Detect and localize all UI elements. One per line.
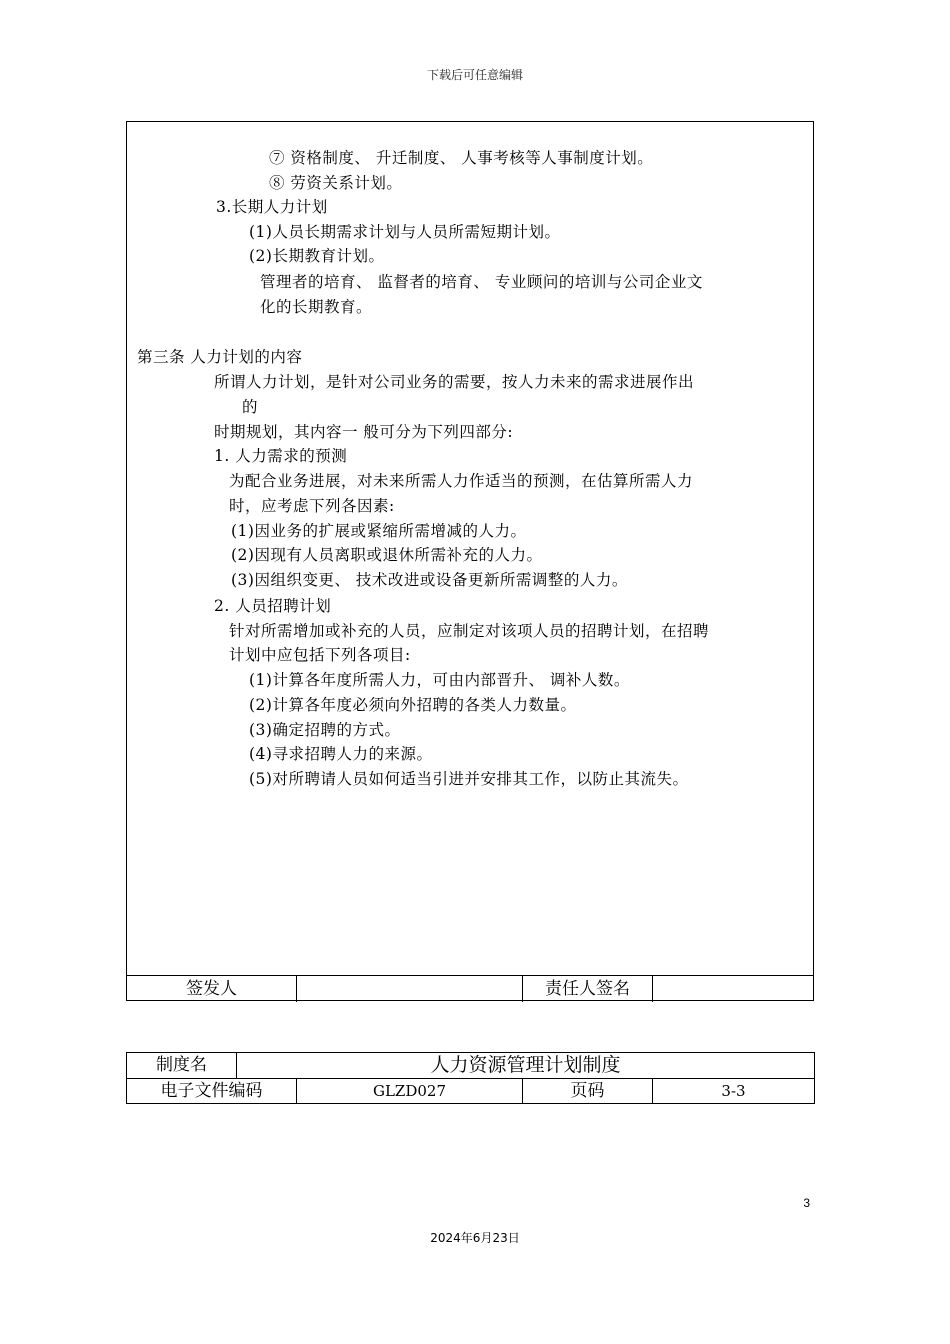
document-info-table [126,1052,815,1104]
body-line: ⑧ 劳资关系计划。 [269,174,403,192]
info-row-code [127,1078,814,1104]
body-line: (4)寻求招聘人力的来源。 [249,745,433,763]
body-line: (2)长期教育计划。 [249,247,385,265]
body-line: 的 [242,398,259,416]
body-line: 2. 人员招聘计划 [214,597,332,615]
body-line: (5)对所聘请人员如何适当引进并安排其工作，以防止其流失。 [249,770,689,788]
body-line: (3)确定招聘的方式。 [249,721,401,739]
issuer-label: 签发人 [186,979,237,999]
body-line: 3.长期人力计划 [216,198,328,216]
info-row-name [127,1053,814,1078]
file-code-label: 电子文件编码 [160,1081,263,1101]
body-line: 针对所需增加或补充的人员，应制定对该项人员的招聘计划，在招聘 [229,622,710,640]
header-note: 下载后可任意编辑 [426,68,523,82]
page-value: 3-3 [721,1082,746,1100]
responsible-signature-label: 责任人签名 [545,979,630,999]
system-name-value: 人力资源管理计划制度 [430,1054,621,1076]
responsible-signature-field[interactable] [653,976,813,1002]
document-body-box [126,121,814,1001]
body-line: 为配合业务进展，对未来所需人力作适当的预测，在估算所需人力 [229,472,694,490]
body-line: (1)计算各年度所需人力，可由内部晋升、 调补人数。 [249,671,630,689]
body-line: 管理者的培育、 监督者的培育、 专业顾问的培训与公司企业文 [260,273,703,291]
body-line: 时，应考虑下列各因素: [229,497,395,515]
signature-row [127,975,813,1002]
body-line: (3)因组织变更、 技术改进或设备更新所需调整的人力。 [231,571,628,589]
article-heading: 第三条 人力计划的内容 [137,348,303,366]
page-number: 3 [803,1196,810,1210]
body-line: 时期规划，其内容一 般可分为下列四部分: [214,423,514,441]
body-line: 所谓人力计划，是针对公司业务的需要，按人力未来的需求进展作出 [214,373,695,391]
page-label: 页码 [570,1081,605,1101]
body-line: (1)人员长期需求计划与人员所需短期计划。 [249,223,561,241]
body-line: ⑦ 资格制度、 升迁制度、 人事考核等人事制度计划。 [269,149,654,167]
date-footer: 2024年6月23日 [430,1231,520,1245]
body-line: 化的长期教育。 [260,298,373,316]
body-line: 计划中应包括下列各项目: [229,646,411,664]
body-line: (1)因业务的扩展或紧缩所需增减的人力。 [231,522,527,540]
body-line: (2)计算各年度必须向外招聘的各类人力数量。 [249,696,577,714]
issuer-signature-field[interactable] [297,976,522,1002]
file-code-value: GLZD027 [372,1082,447,1100]
body-line: (2)因现有人员离职或退休所需补充的人力。 [231,546,543,564]
body-line: 1. 人力需求的预测 [214,447,348,465]
system-name-label: 制度名 [156,1055,207,1075]
